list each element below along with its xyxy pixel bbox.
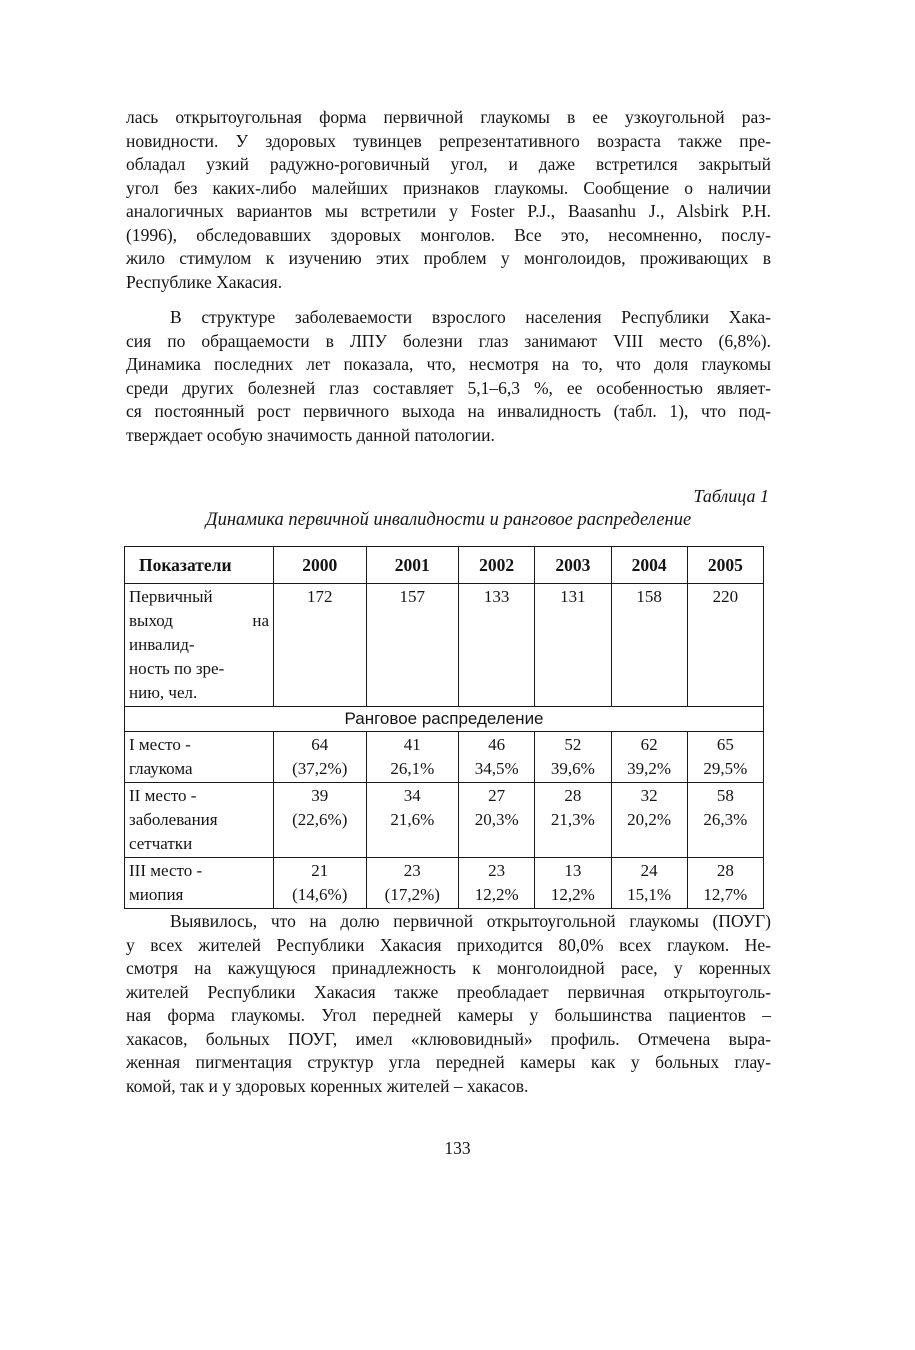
- text-line: (1996), обследовавших здоровых монголов. Все это, несомненно, послу-: [126, 224, 771, 245]
- label-line: заболевания: [129, 810, 218, 829]
- table-cell: 157: [366, 584, 459, 707]
- label-line: ность по зре-: [129, 659, 225, 678]
- table-cell: 32 20,2%: [611, 783, 687, 858]
- text-line: Республике Хакасия.: [126, 271, 283, 292]
- row-label: [125, 584, 274, 707]
- table-cell: 64 (37,2%): [274, 732, 367, 783]
- text-line: у всех жителей Республики Хакасия приходится 80,0% всех глауком. Не-: [126, 934, 771, 955]
- table-cell: 131: [535, 584, 611, 707]
- table-row: [125, 858, 764, 909]
- text-line: ная форма глаукомы. Угол передней камеры у большинства пациентов –: [126, 1005, 771, 1025]
- text-line: смотря на кажущуюся принадлежность к монголоидной расе, у коренных: [126, 958, 771, 978]
- table-cell: 52 39,6%: [535, 732, 611, 783]
- text-line: тверждает особую значимость данной патологии.: [126, 424, 495, 445]
- paragraph-1: [126, 106, 771, 294]
- label-line: III место -: [129, 861, 203, 880]
- text-line: комой, так и у здоровых коренных жителей – хакасов.: [126, 1075, 529, 1096]
- table-cell: 220: [687, 584, 763, 707]
- text-line: Выявилось, что на долю первичной открытоугольной глаукомы (ПОУГ): [170, 911, 771, 931]
- table-cell: 24 15,1%: [611, 858, 687, 909]
- table-cell: 65 29,5%: [687, 732, 763, 783]
- text-line: жителей Республики Хакасия также преобладает первичная открытоуголь-: [126, 981, 771, 1002]
- label-line: II место -: [129, 786, 197, 805]
- table-cell: 58 26,3%: [687, 783, 763, 858]
- label-line: инвалид-: [129, 635, 195, 654]
- section-row: [125, 707, 764, 732]
- header-cell: 2005: [687, 547, 763, 584]
- table-cell: 46 34,5%: [459, 732, 535, 783]
- table-cell: 23 12,2%: [459, 858, 535, 909]
- table-caption-title: Динамика первичной инвалидности и ранговое распределение: [205, 510, 692, 530]
- table-cell: 13 12,2%: [535, 858, 611, 909]
- table-cell: 133: [459, 584, 535, 707]
- text-line: среди других болезней глаз составляет 5,1–6,3 %, ее особенностью являет-: [126, 377, 771, 398]
- text-line: новидности. У здоровых тувинцев репрезентативного возраста также пре-: [126, 130, 771, 151]
- text-line: хакасов, больных ПОУГ, имел «клювовидный» профиль. Отмечена выра-: [126, 1028, 771, 1049]
- table-cell: 39 (22,6%): [274, 783, 367, 858]
- label-line: I место -: [129, 735, 191, 754]
- table-cell: 41 26,1%: [366, 732, 459, 783]
- table-caption-number: Таблица 1: [693, 486, 769, 506]
- table-cell: 23 (17,2%): [366, 858, 459, 909]
- text-line: В структуре заболеваемости взрослого населения Республики Хака-: [170, 307, 771, 327]
- header-cell: Показатели: [125, 547, 274, 584]
- text-line: Динамика последних лет показала, что, несмотря на то, что доля глаукомы: [126, 354, 771, 374]
- table-cell: 28 21,3%: [535, 783, 611, 858]
- page-number: 133: [444, 1138, 471, 1158]
- text-line: аналогичных вариантов мы встретили у Foster P.J., Baasanhu J., Alsbirk P.H.: [126, 201, 771, 221]
- header-cell: 2000: [274, 547, 367, 584]
- paragraph-3: [126, 910, 771, 1098]
- label-line: выход на: [129, 611, 269, 630]
- header-cell: 2003: [535, 547, 611, 584]
- label-line: Первичный: [129, 587, 213, 606]
- text-line: женная пигментация структур угла передней камеры как у больных глау-: [126, 1052, 771, 1072]
- section-label: Ранговое распределение: [125, 707, 764, 732]
- table-row: [125, 584, 764, 707]
- header-cell: 2001: [366, 547, 459, 584]
- row-label: [125, 783, 274, 858]
- label-line: нию, чел.: [129, 683, 198, 702]
- text-line: жило стимулом к изучению этих проблем у монголоидов, проживающих в: [126, 248, 771, 268]
- table-cell: 21 (14,6%): [274, 858, 367, 909]
- text-line: обладал узкий радужно-роговичный угол, и даже встретился закрытый: [126, 154, 771, 174]
- table-cell: 28 12,7%: [687, 858, 763, 909]
- text-line: ся постоянный рост первичного выхода на инвалидность (табл. 1), что под-: [126, 401, 771, 421]
- text-line: сия по обращаемости в ЛПУ болезни глаз занимают VIII место (6,8%).: [126, 330, 771, 351]
- table-cell: 172: [274, 584, 367, 707]
- row-label: [125, 858, 274, 909]
- table-row: [125, 783, 764, 858]
- table-row: [125, 732, 764, 783]
- row-label: [125, 732, 274, 783]
- label-line: миопия: [129, 885, 184, 904]
- paragraph-2: [126, 306, 771, 447]
- table-cell: 158: [611, 584, 687, 707]
- table-header-row: [125, 547, 764, 584]
- header-cell: 2004: [611, 547, 687, 584]
- text-line: угол без каких-либо малейших признаков глаукомы. Сообщение о наличии: [126, 177, 771, 198]
- label-line: глаукома: [129, 759, 193, 778]
- table-cell: 27 20,3%: [459, 783, 535, 858]
- label-line: сетчатки: [129, 834, 193, 853]
- text-line: лась открытоугольная форма первичной глаукомы в ее узкоугольной раз-: [126, 107, 771, 127]
- table-cell: 34 21,6%: [366, 783, 459, 858]
- table-cell: 62 39,2%: [611, 732, 687, 783]
- disability-table: [124, 546, 764, 909]
- header-cell: 2002: [459, 547, 535, 584]
